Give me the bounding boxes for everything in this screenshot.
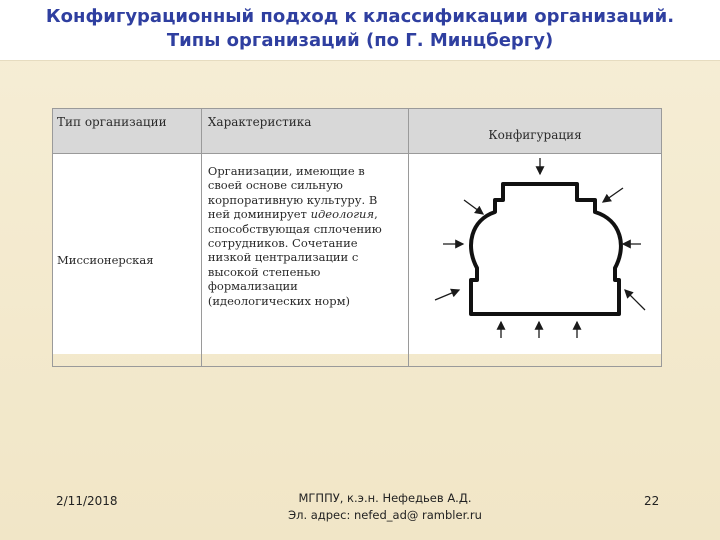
footer-author-email: Эл. адрес: nefed_ad@ rambler.ru [288, 508, 482, 522]
title-bar [0, 0, 720, 61]
header-org-type: Тип организации [53, 109, 202, 154]
characteristic-text-emphasis: идеология [310, 207, 375, 222]
characteristic-text-start: Организации, имеющие в своей основе сильную корпоративную культуру. В ней доминирует [207, 164, 378, 222]
header-configuration: Конфигурация [409, 109, 662, 154]
arrow-upper-left [464, 200, 483, 214]
org-type-cell: Миссионерская [53, 154, 202, 367]
organization-types-table [52, 108, 662, 354]
slide-title-line-2: Типы организаций (по Г. Минцбергу) [166, 30, 554, 51]
configuration-shape [471, 184, 621, 314]
table-row [53, 154, 662, 367]
header-characteristic: Характеристика [201, 109, 408, 154]
missionary-configuration-diagram [409, 154, 661, 362]
footer-date: 2/11/2018 [56, 494, 118, 508]
arrow-upper-right [603, 188, 623, 202]
characteristic-cell [201, 154, 408, 367]
footer-author-name: МГППУ, к.э.н. Нефедьев А.Д. [298, 491, 472, 505]
page-number: 22 [644, 494, 660, 508]
slide-title-line-1: Конфигурационный подход к классификации организаций. [45, 6, 675, 27]
configuration-cell [409, 154, 662, 367]
characteristic-text-end: , способствующая сплочению сотрудников. Сочетание низкой централизации с высокой степенью формализации (идеологических норм) [207, 207, 382, 308]
arrow-lower-left [435, 290, 459, 300]
footer-author [250, 490, 520, 524]
arrow-lower-right [625, 290, 645, 310]
table-header-row [53, 109, 662, 154]
